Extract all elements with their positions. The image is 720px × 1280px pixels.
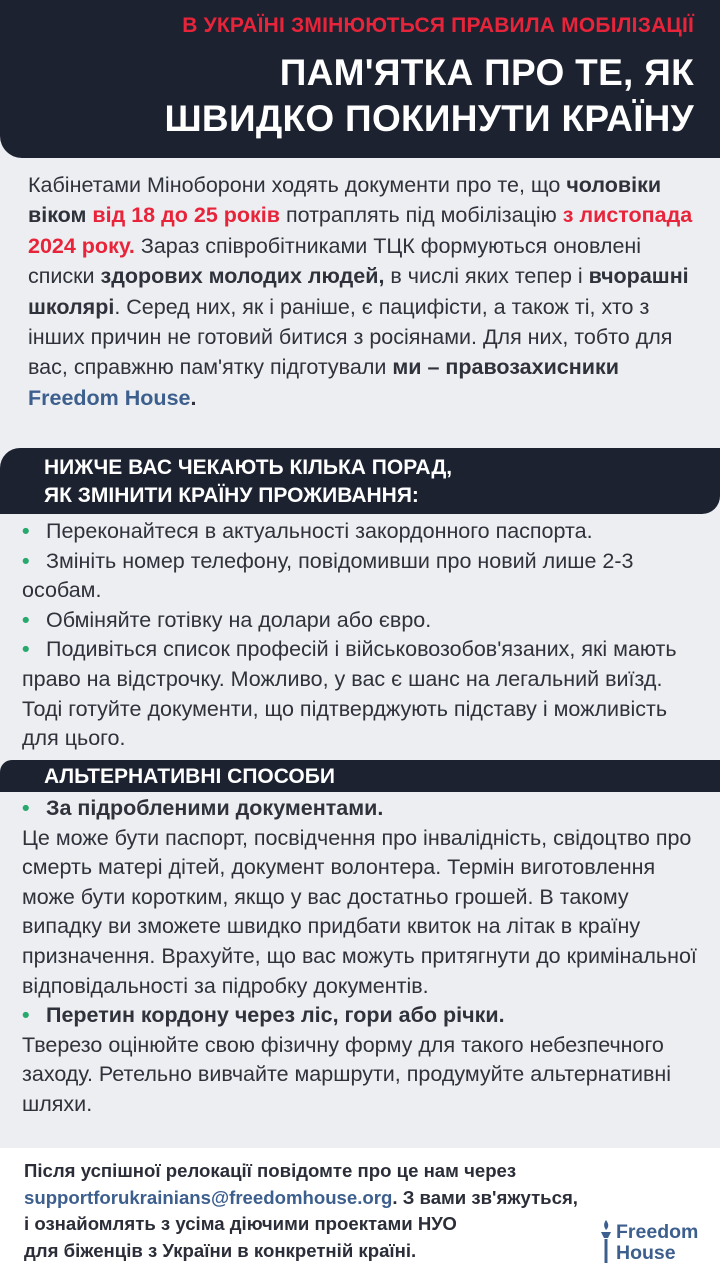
list-item-title: Перетин кордону через ліс, гори або річки. — [46, 1003, 505, 1028]
intro-emphasis: здорових молодих людей, — [100, 264, 385, 289]
bullet-icon: • — [22, 607, 30, 632]
list-item — [22, 1001, 708, 1031]
freedom-house-logo — [598, 1218, 706, 1268]
section-heading-line-2: ЯК ЗМІНИТИ КРАЇНУ ПРОЖИВАННЯ: — [44, 484, 419, 507]
section-heading-tips — [0, 448, 720, 514]
footer-text: . З вами зв'яжуться, — [392, 1186, 578, 1208]
bullet-icon: • — [22, 796, 30, 820]
intro-text: . — [190, 385, 197, 410]
logo-line-2: House — [616, 1242, 676, 1264]
footer-line: і ознайомлять з усіма діючими проектами НУО — [24, 1213, 457, 1234]
list-item-text: Це може бути паспорт, посвідчення про інвалідність, свідоцтво про смерть матері дітей, документ волонтера. Термін виготовлення може бути коротким, якщо у вас достатньо грошей. В такому випадку ви зможете швидко придбати квиток на літак в країну призначення. Врахуйте, що вас можуть притягнути до кримінальної відповідальності за підробку документів. — [22, 825, 697, 998]
intro-emphasis: вчорашні школярі — [28, 264, 689, 319]
title-line-2: ШВИДКО ПОКИНУТИ КРАЇНУ — [164, 98, 694, 139]
tips-list — [22, 517, 708, 754]
intro-date: з листопада 2024 року. — [28, 203, 693, 258]
header-banner — [0, 0, 720, 158]
section-heading-alternatives — [0, 760, 720, 792]
bullet-icon: • — [22, 637, 30, 662]
list-item — [22, 606, 708, 636]
list-item — [22, 794, 708, 824]
section-heading-line-1: НИЖЧЕ ВАС ЧЕКАЮТЬ КІЛЬКА ПОРАД, — [44, 456, 453, 479]
list-item-text: Переконайтеся в актуальності закордонного паспорта. — [46, 519, 593, 543]
intro-text: Зараз співробітниками ТЦК формуються оновлені списки — [28, 233, 642, 289]
bullet-icon: • — [22, 1003, 30, 1028]
intro-emphasis: чоловіки віком — [28, 173, 662, 228]
footer-line: Після успішної релокації повідомте про це нам через — [24, 1160, 517, 1181]
logo-line-1: Freedom — [616, 1221, 699, 1243]
footer-line: для біженців з України в конкретній країні. — [24, 1239, 417, 1261]
intro-org-name: Freedom House — [28, 385, 191, 410]
list-item-text: Обміняйте готівку на долари або євро. — [46, 607, 432, 632]
list-item — [22, 635, 708, 753]
section-heading-text: АЛЬТЕРНАТИВНІ СПОСОБИ — [44, 765, 335, 788]
alternatives-list — [22, 794, 708, 1120]
torch-icon — [598, 1218, 614, 1266]
support-email-link[interactable]: supportforukrainians@freedomhouse.org — [24, 1186, 393, 1208]
list-item-text: Тверезо оцінюйте свою фізичну форму для такого небезпечного заходу. Ретельно вивчайте маршрути, продумуйте альтернативні шляхи. — [22, 1032, 672, 1116]
list-item — [22, 547, 708, 606]
intro-text: потраплять під мобілізацію — [279, 203, 563, 228]
intro-text: Кабінетами Міноборони ходять документи про те, що — [28, 173, 567, 197]
title-line-1: ПАМ'ЯТКА ПРО ТЕ, ЯК — [279, 52, 694, 93]
list-item-title: За підробленими документами. — [46, 796, 384, 820]
kicker-headline: В УКРАЇНІ ЗМІНЮЮТЬСЯ ПРАВИЛА МОБІЛІЗАЦІЇ — [182, 14, 694, 37]
footer-line — [24, 1185, 720, 1212]
list-item-text: Подивіться список професій і військовозобов'язаних, які мають право на відстрочку. Можливо, у вас є шанс на легальний виїзд. Тоді готуйте документи, що підтверджують підставу і можливість для цього. — [22, 637, 677, 751]
bullet-icon: • — [22, 548, 30, 573]
intro-age-range: від 18 до 25 років — [92, 203, 280, 228]
list-item-text: Змініть номер телефону, повідомивши про новий лише 2-3 особам. — [22, 548, 634, 603]
bullet-icon: • — [22, 519, 30, 543]
list-item — [22, 517, 708, 547]
intro-text: . Серед них, як і раніше, є пацифісти, а також ті, хто з інших причин не готовий битися з росіянами. Для них, тобто для вас, справжню пам'ятку підготували — [28, 294, 673, 380]
intro-paragraph — [28, 170, 700, 413]
page-title — [164, 50, 694, 142]
intro-text: в числі яких тепер і — [384, 264, 589, 289]
intro-emphasis: ми – правозахисники — [392, 355, 619, 380]
